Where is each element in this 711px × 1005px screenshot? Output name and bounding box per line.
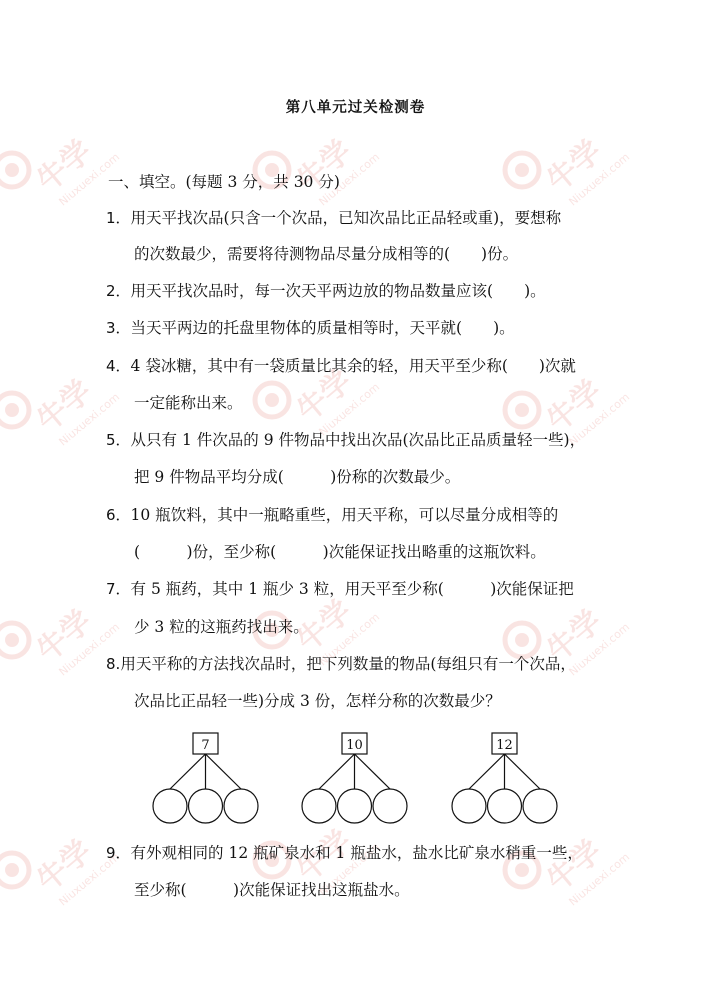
- question-text: 用天平找次品时，每一次天平两边放的物品数量应该( )。: [130, 282, 546, 300]
- question-3: [106, 318, 515, 338]
- question-number: 8.: [106, 655, 121, 673]
- question-text: 少 3 粒的这瓶药找出来。: [134, 618, 309, 636]
- question-text: 有 5 瓶药，其中 1 瓶少 3 粒，用天平至少称( )次能保证把: [130, 580, 574, 598]
- question-number: 2．: [106, 282, 131, 300]
- question-text: 用天平称的方法找次品时，把下列数量的物品(每组只有一个次品，: [120, 655, 576, 673]
- question-text: 有外观相同的 12 瓶矿泉水和 1 瓶盐水，盐水比矿泉水稍重一些，: [130, 844, 583, 862]
- question-number: 3．: [106, 319, 131, 337]
- question-7: [106, 579, 574, 599]
- question-text: 当天平两边的托盘里物体的质量相等时，天平就( )。: [130, 319, 515, 337]
- section-heading: 一、填空。(每题 3 分，共 30 分): [108, 173, 340, 191]
- group-total-label: 7: [201, 738, 210, 753]
- group-total-label: 12: [496, 738, 513, 753]
- question-text: 次品比正品轻一些)分成 3 份，怎样分称的次数最少？: [134, 692, 501, 710]
- page-title: 第八单元过关检测卷: [285, 100, 426, 116]
- question-2: [106, 281, 546, 301]
- question-text: 把 9 件物品平均分成( )份称的次数最少。: [134, 468, 461, 486]
- question-text: 至少称( )次能保证找出这瓶盐水。: [134, 881, 410, 899]
- question-5: [106, 430, 585, 450]
- question-number: 7．: [106, 580, 131, 598]
- question-text: 用天平找次品(只含一个次品，已知次品比正品轻或重)，要想称: [130, 209, 562, 227]
- question-number: 1．: [106, 209, 131, 227]
- watermark-logo: [0, 810, 140, 930]
- question-text: 4 袋冰糖，其中有一袋质量比其余的轻，用天平至少称( )次就: [130, 357, 576, 375]
- question-text: 10 瓶饮料，其中一瓶略重些，用天平称，可以尽量分成相等的: [130, 506, 559, 524]
- question-text: 的次数最少，需要将待测物品尽量分成相等的( )份。: [134, 245, 519, 263]
- question-1: [106, 208, 561, 228]
- question-number: 6．: [106, 506, 131, 524]
- question-number: 9．: [106, 844, 131, 862]
- watermark-logo: [500, 810, 650, 930]
- question-6: [106, 505, 558, 525]
- question-text: 一定能称出来。: [134, 394, 243, 412]
- question-8: [106, 654, 576, 674]
- group-total-label: 10: [346, 738, 363, 753]
- question-text: 从只有 1 件次品的 9 件物品中找出次品(次品比正品质量轻一些)，: [130, 431, 586, 449]
- question-number: 5．: [106, 431, 131, 449]
- question-4: [106, 356, 576, 376]
- question-text: ( )份，至少称( )次能保证找出略重的这瓶饮料。: [134, 543, 546, 561]
- question-number: 4．: [106, 357, 131, 375]
- grouping-diagrams: [0, 731, 711, 826]
- question-9: [106, 843, 583, 863]
